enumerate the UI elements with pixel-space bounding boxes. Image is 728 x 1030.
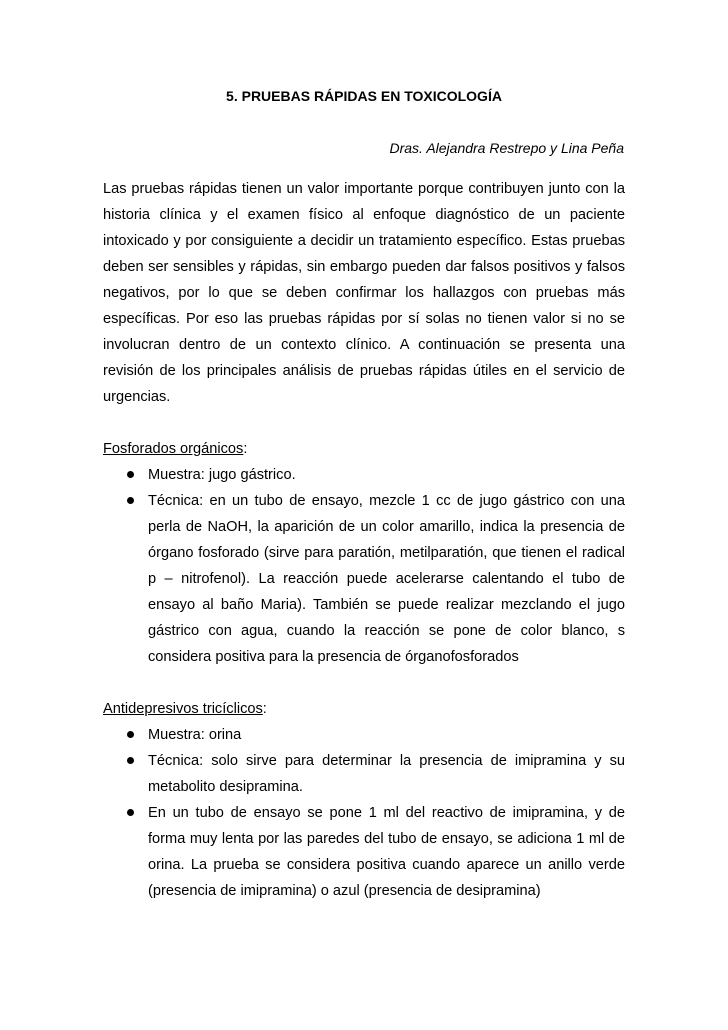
bullet-icon: [127, 497, 134, 504]
section-heading-colon: :: [243, 441, 248, 457]
section-antidepresivos: [103, 696, 625, 904]
section-heading: [103, 696, 625, 722]
list-item: [103, 722, 625, 748]
bullet-list: [103, 462, 625, 670]
document-title: 5. PRUEBAS RÁPIDAS EN TOXICOLOGÍA: [226, 88, 502, 104]
list-item: [103, 488, 625, 670]
section-heading-text: Antidepresivos tricíclicos: [103, 701, 263, 717]
bullet-icon: [127, 757, 134, 764]
bullet-list: [103, 722, 625, 904]
list-item-text: Muestra: orina: [148, 727, 242, 743]
list-item: [103, 748, 625, 800]
section-heading-text: Fosforados orgánicos: [103, 441, 244, 457]
section-heading: [103, 436, 625, 462]
list-item: [103, 462, 625, 488]
list-item-text: En un tubo de ensayo se pone 1 ml del reactivo de imipramina, y de forma muy lenta por las paredes del tubo de ensayo, se adiciona 1 ml de orina. La prueba se considera positiva cuando aparece un anillo verde (presencia de imipramina) o azul (presencia de desipramina): [148, 805, 625, 899]
bullet-icon: [127, 471, 134, 478]
bullet-icon: [127, 809, 134, 816]
document-authors: Dras. Alejandra Restrepo y Lina Peña: [389, 140, 624, 156]
document-body: [103, 176, 625, 904]
list-item-text: Muestra: jugo gástrico.: [148, 467, 296, 483]
list-item-text: Técnica: en un tubo de ensayo, mezcle 1 cc de jugo gástrico con una perla de NaOH, la aparición de un color amarillo, indica la presencia de órgano fosforado (sirve para paratión, metilparatión, que tienen el radical p – nitrofenol). La reacción puede acelerarse calentando el tubo de ensayo al baño Maria). También se puede realizar mezclando el jugo gástrico con agua, cuando la reacción se pone de color blanco, s considera positiva para la presencia de órganofosforados: [148, 493, 625, 665]
section-fosforados: [103, 436, 625, 670]
bullet-icon: [127, 731, 134, 738]
list-item: [103, 800, 625, 904]
intro-paragraph: Las pruebas rápidas tienen un valor importante porque contribuyen junto con la historia clínica y el examen físico al enfoque diagnóstico de un paciente intoxicado y por consiguiente a decidir un tratamiento específico. Estas pruebas deben ser sensibles y rápidas, sin embargo pueden dar falsos positivos y falsos negativos, por lo que se deben confirmar los hallazgos con pruebas más específicas. Por eso las pruebas rápidas por sí solas no tienen valor si no se involucran dentro de un contexto clínico. A continuación se presenta una revisión de los principales análisis de pruebas rápidas útiles en el servicio de urgencias.: [103, 181, 625, 405]
list-item-text: Técnica: solo sirve para determinar la presencia de imipramina y su metabolito desipramina.: [148, 753, 625, 795]
section-heading-colon: :: [262, 701, 267, 717]
